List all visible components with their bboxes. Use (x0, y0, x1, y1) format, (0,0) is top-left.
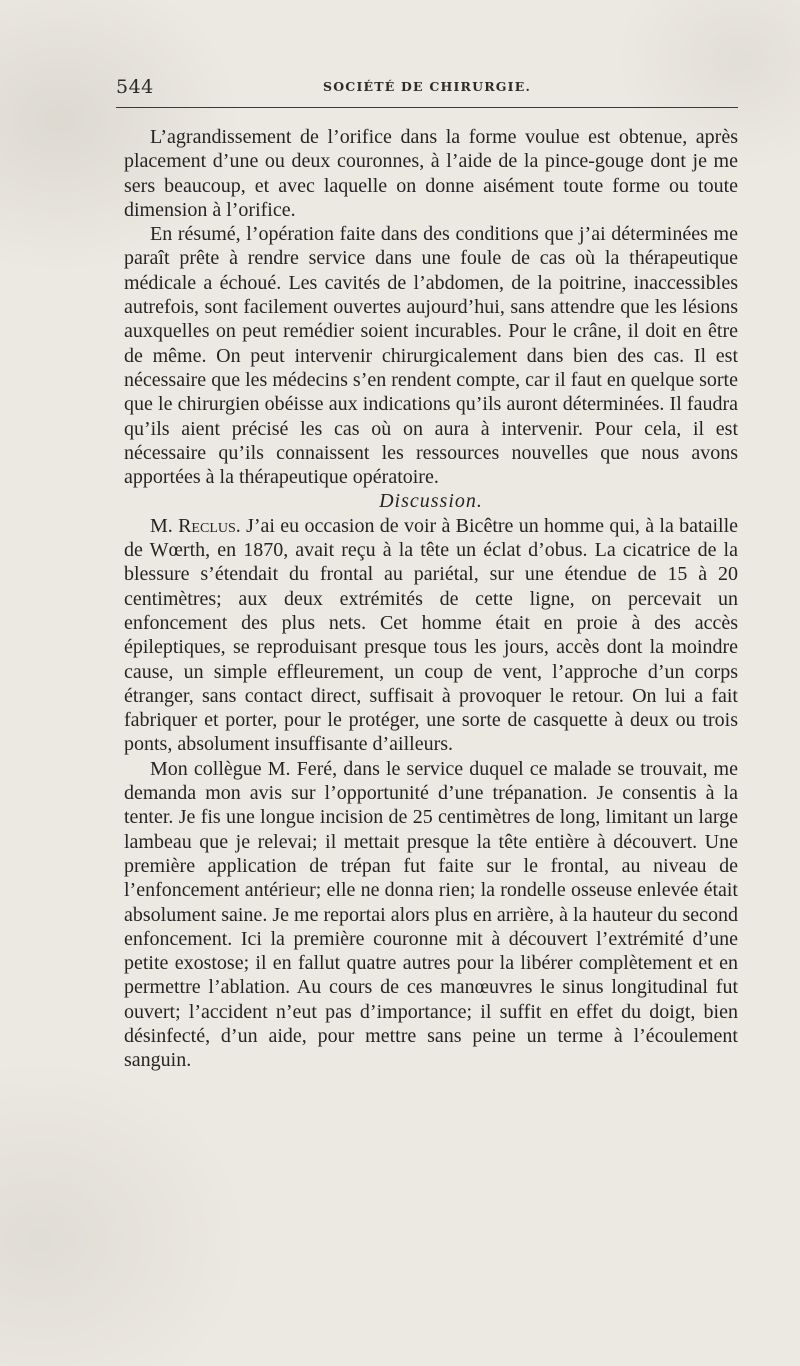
discussion-text: J’ai eu occasion de voir à Bicêtre un homme qui, à la bataille de Wœrth, en 1870, avait reçu à la tête un éclat d’obus. La cicatrice de la blessure s’étendait du frontal au pariétal, sur une étendue de 15 à 20 centimètres; aux deux extrémités de cette ligne, on percevait un enfoncement des plus nets. Cet homme était en proie à des accès épileptiques, se reproduisant presque tous les jours, accès dont la moindre cause, un simple effleurement, un coup de vent, l’approche d’un corps étranger, sans contact direct, suffisait à provoquer le retour. On lui a fait fabriquer et porter, pour le protéger, une sorte de casquette à deux ou trois ponts, absolument insuffisante d’ailleurs. (124, 514, 738, 756)
page-number: 544 (116, 76, 154, 98)
body-text (124, 125, 738, 1073)
paragraph: En résumé, l’opération faite dans des conditions que j’ai déterminées me paraît prête à rendre service dans une foule de cas où la thérapeutique médicale a échoué. Les cavités de l’abdomen, de la poitrine, inaccessibles autrefois, sont facilement ouvertes aujourd’hui, sans attendre que les lésions auxquelles on peut remédier soient incurables. Pour le crâne, il doit en être de même. On peut intervenir chirurgicalement dans bien des cas. Il est nécessaire que les médecins s’en rendent compte, car il faut en quelque sorte que le chirurgien obéisse aux indications qu’ils auront déterminées. Il faudra qu’ils aient précisé les cas où on aura à intervenir. Pour cela, il est nécessaire qu’ils connaissent les ressources nouvelles que nous avons apportées à la thérapeutique opératoire. (124, 223, 738, 489)
header-rule (116, 107, 738, 108)
running-head: SOCIÉTÉ DE CHIRURGIE. (322, 79, 532, 94)
section-title: Discussion. (379, 490, 483, 513)
paragraph: L’agrandissement de l’orifice dans la forme voulue est obtenue, après placement d’une ou deux couronnes, à l’aide de la pince-gouge dont je me sers beaucoup, et avec laquelle on donne aisément toute forme ou toute dimension à l’orifice. (124, 126, 738, 221)
discussion-paragraph-2: Mon collègue M. Feré, dans le service duquel ce malade se trouvait, me demanda mon avis sur l’opportunité d’une trépanation. Je consentis à la tenter. Je fis une longue incision de 25 centimètres de long, limitant un large lambeau que je relevai; il mettait presque la tête entière à découvert. Une première application de trépan fut faite sur le frontal, au niveau de l’enfoncement antérieur; elle ne donna rien; la rondelle osseuse enlevée était absolument saine. Je me reportai alors plus en arrière, à la hauteur du second enfoncement. Ici la première couronne mit à découvert l’extrémité d’une petite exostose; il en fallut quatre autres pour la libérer complètement et en permettre l’ablation. Au cours de ces manœuvres le sinus longitudinal fut ouvert; l’accident n’eut pas d’importance; il suffit en effet du doigt, bien désinfecté, d’un aide, pour mettre sans peine un terme à l’écoulement sanguin. (124, 757, 738, 1072)
discussion-paragraph (124, 514, 738, 757)
page-header (116, 76, 738, 102)
speaker-name: M. Reclus. (150, 514, 241, 537)
